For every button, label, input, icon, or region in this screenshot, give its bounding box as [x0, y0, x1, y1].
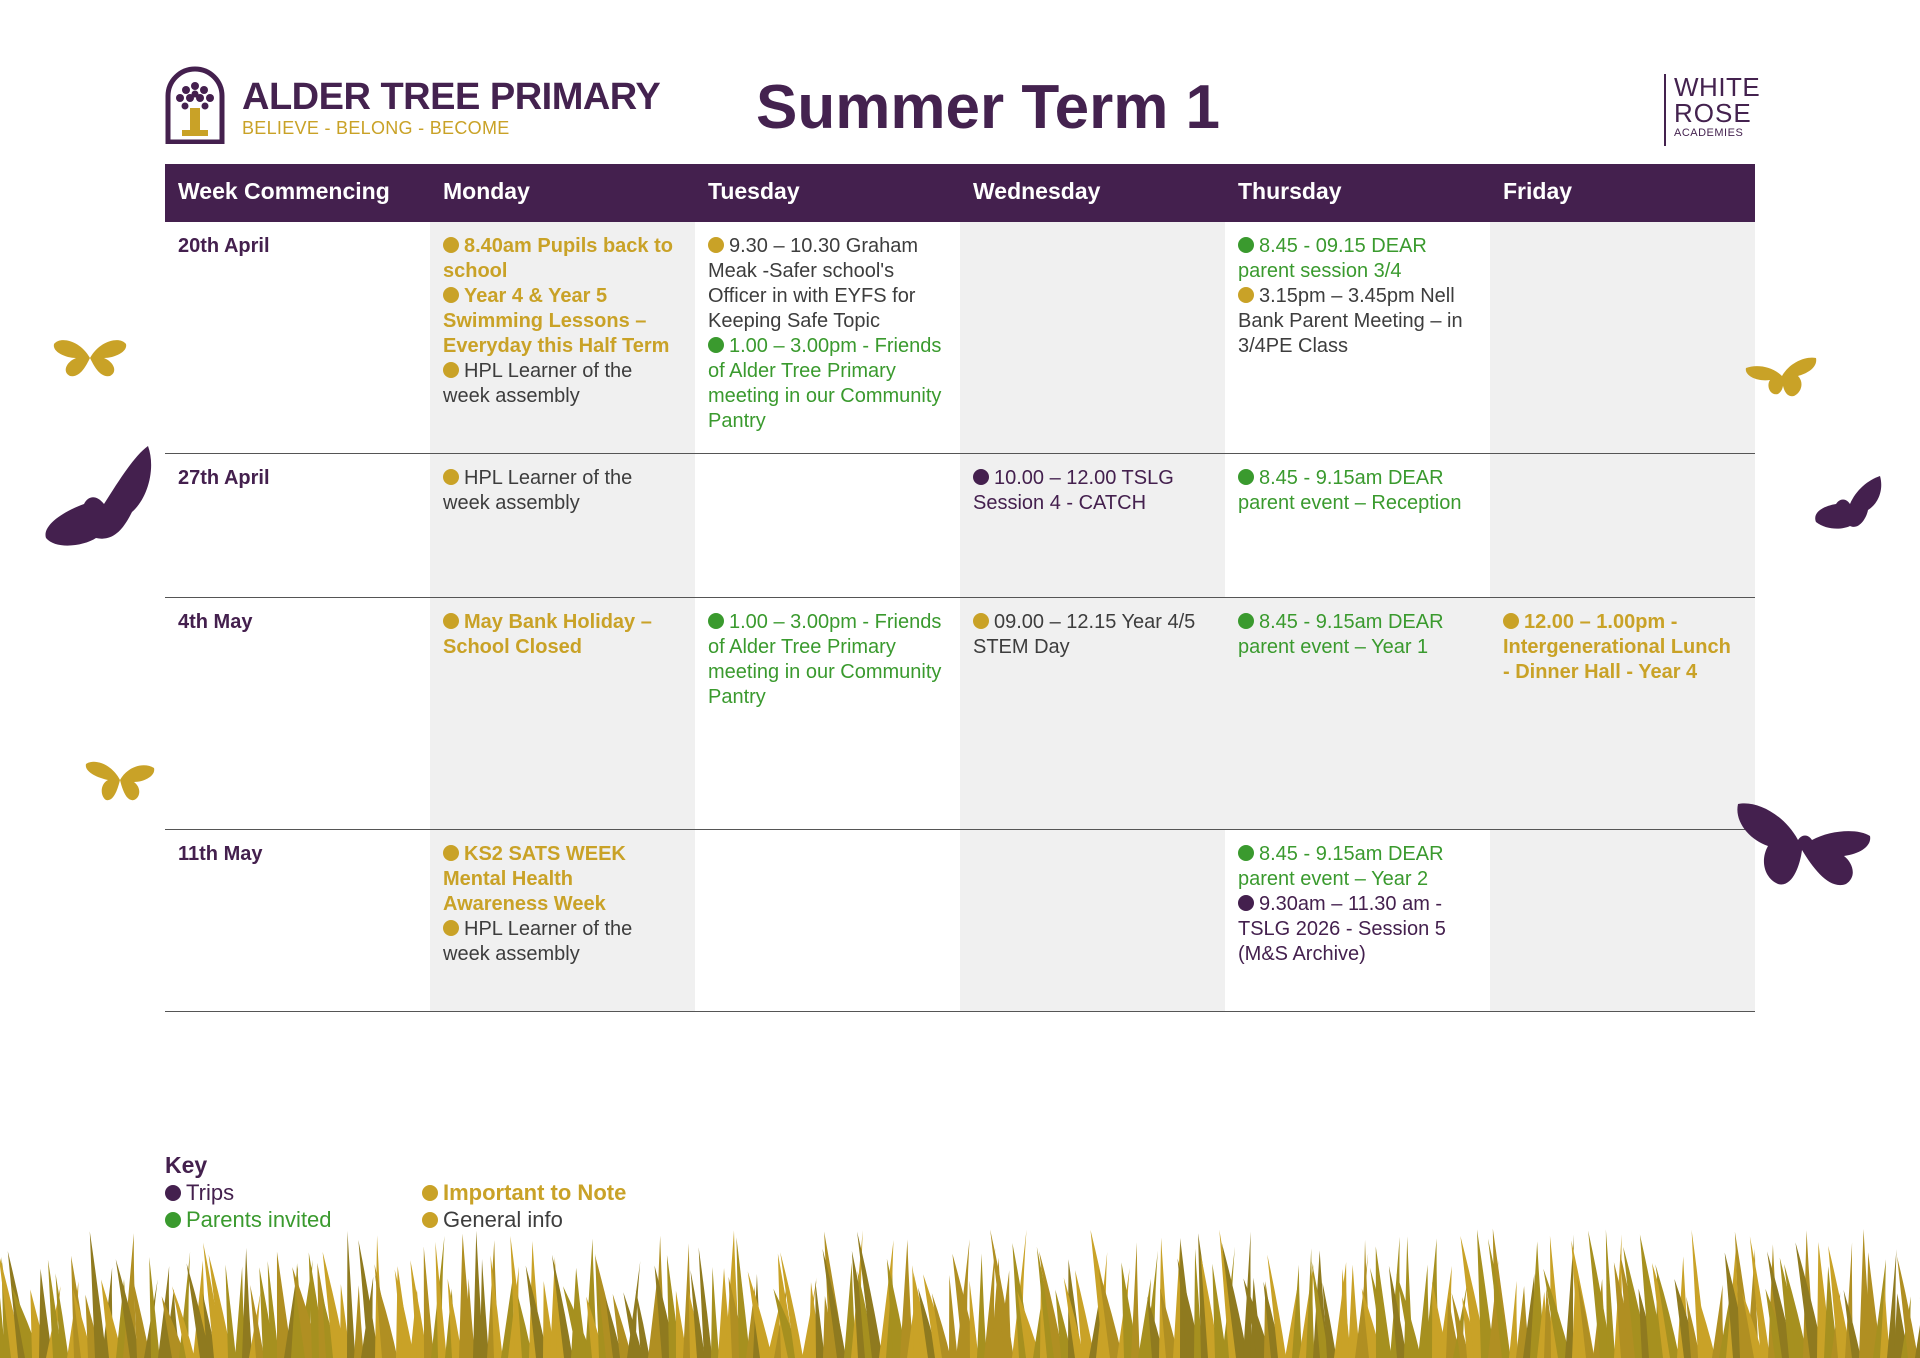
trust-logo: [1664, 72, 1761, 146]
event-text: 8.40am Pupils back to school: [443, 235, 673, 282]
school-motto: BELIEVE - BELONG - BECOME: [242, 118, 510, 138]
event-text: 9.30 – 10.30 Graham Meak -Safer school's Officer in with EYFS for Keeping Safe Topic: [708, 235, 919, 332]
gold-dot-icon: [708, 237, 724, 253]
event-item: [1238, 466, 1478, 516]
day-cell-thursday: [1225, 222, 1490, 453]
gold-dot-icon: [443, 469, 459, 485]
day-cell-tuesday: [695, 454, 960, 597]
event-item: [708, 234, 948, 334]
header-tuesday: Tuesday: [708, 178, 800, 204]
key-item-label: Trips: [186, 1180, 235, 1205]
event-text: 1.00 – 3.00pm - Friends of Alder Tree Primary meeting in our Community Pantry: [708, 335, 942, 432]
event-item: [1238, 284, 1478, 359]
gold-dot-icon: [1503, 613, 1519, 629]
event-item: [443, 917, 683, 967]
event-text: 8.45 - 9.15am DEAR parent event – Year 2: [1238, 843, 1444, 890]
day-cell-wednesday: [960, 222, 1225, 453]
gold-dot-icon: [443, 845, 459, 861]
week-commencing-cell: 20th April: [178, 235, 270, 257]
day-cell-wednesday: [960, 830, 1225, 1011]
day-cell-wednesday: [960, 454, 1225, 597]
event-item: [708, 610, 948, 710]
event-item: [1238, 234, 1478, 284]
day-cell-friday: [1490, 454, 1755, 597]
event-item: [443, 610, 683, 660]
purple-dot-icon: [973, 469, 989, 485]
event-text: 09.00 – 12.15 Year 4/5 STEM Day: [973, 611, 1196, 658]
event-item: [1238, 610, 1478, 660]
trust-logo-line3: ACADEMIES: [1674, 127, 1744, 139]
green-dot-icon: [708, 337, 724, 353]
purple-dot-icon: [1238, 895, 1254, 911]
page-title: Summer Term 1: [756, 73, 1221, 142]
event-text: 8.45 - 9.15am DEAR parent event – Year 1: [1238, 611, 1444, 658]
calendar-row: [165, 598, 1755, 830]
green-dot-icon: [1238, 237, 1254, 253]
header-wednesday: Wednesday: [973, 178, 1101, 204]
green-dot-icon: [708, 613, 724, 629]
day-cell-monday: [430, 222, 695, 453]
header-thursday: Thursday: [1238, 178, 1342, 204]
term-calendar: [165, 164, 1755, 1012]
butterfly-icon: [1744, 356, 1818, 398]
gold-dot-icon: [422, 1185, 438, 1201]
day-cell-tuesday: [695, 830, 960, 1011]
green-dot-icon: [1238, 469, 1254, 485]
school-name: ALDER TREE PRIMARY: [242, 76, 661, 118]
key-item-important: [422, 1180, 626, 1206]
day-cell-thursday: [1225, 598, 1490, 829]
day-cell-wednesday: [960, 598, 1225, 829]
day-cell-monday: [430, 830, 695, 1011]
event-item: [1238, 892, 1478, 967]
key-title: Key: [165, 1152, 208, 1178]
trust-logo-line2: ROSE: [1674, 98, 1752, 128]
header-friday: Friday: [1503, 178, 1573, 204]
header-monday: Monday: [443, 178, 530, 204]
butterfly-icon: [1812, 476, 1884, 532]
butterfly-icon: [84, 758, 156, 804]
event-text: 3.15pm – 3.45pm Nell Bank Parent Meeting – in 3/4PE Class: [1238, 285, 1463, 357]
gold-dot-icon: [443, 613, 459, 629]
event-text: HPL Learner of the week assembly: [443, 918, 633, 965]
gold-dot-icon: [443, 920, 459, 936]
event-item: [443, 284, 683, 359]
day-cell-thursday: [1225, 454, 1490, 597]
day-cell-tuesday: [695, 222, 960, 453]
key-item-label: Important to Note: [443, 1180, 627, 1205]
event-text: Year 4 & Year 5 Swimming Lessons – Everyday this Half Term: [443, 285, 670, 357]
event-text: HPL Learner of the week assembly: [443, 360, 633, 407]
calendar-body: [165, 222, 1755, 1012]
event-item: [1503, 610, 1743, 685]
event-item: [973, 610, 1213, 660]
day-cell-friday: [1490, 598, 1755, 829]
key-item-label: Parents invited: [186, 1207, 332, 1232]
gold-dot-icon: [443, 362, 459, 378]
calendar-row: [165, 222, 1755, 454]
event-text: 8.45 - 9.15am DEAR parent event – Reception: [1238, 467, 1462, 514]
event-text: 12.00 – 1.00pm - Intergenerational Lunch - Dinner Hall - Year 4: [1503, 611, 1731, 683]
day-cell-monday: [430, 598, 695, 829]
green-dot-icon: [1238, 613, 1254, 629]
event-text: HPL Learner of the week assembly: [443, 467, 633, 514]
green-dot-icon: [1238, 845, 1254, 861]
key-item-trips: [165, 1180, 234, 1206]
week-commencing-cell: 11th May: [178, 843, 263, 865]
event-item: [443, 234, 683, 284]
day-cell-friday: [1490, 830, 1755, 1011]
calendar-row: [165, 454, 1755, 598]
event-item: [443, 359, 683, 409]
gold-dot-icon: [1238, 287, 1254, 303]
day-cell-monday: [430, 454, 695, 597]
event-item: [1238, 842, 1478, 892]
gold-dot-icon: [973, 613, 989, 629]
butterfly-icon: [44, 442, 156, 552]
week-commencing-cell: 27th April: [178, 467, 270, 489]
event-item: [443, 842, 683, 917]
school-logo: [164, 62, 661, 146]
day-cell-tuesday: [695, 598, 960, 829]
event-text: 8.45 - 09.15 DEAR parent session 3/4: [1238, 235, 1427, 282]
event-text: 10.00 – 12.00 TSLG Session 4 - CATCH: [973, 467, 1174, 514]
event-text: 1.00 – 3.00pm - Friends of Alder Tree Primary meeting in our Community Pantry: [708, 611, 942, 708]
grass-border-icon: [0, 1222, 1920, 1358]
header-week-commencing: Week Commencing: [178, 178, 390, 204]
event-item: [443, 466, 683, 516]
event-text: May Bank Holiday – School Closed: [443, 611, 652, 658]
week-commencing-cell: 4th May: [178, 611, 253, 633]
calendar-header-row: [165, 164, 1755, 222]
tree-crest-icon: [164, 64, 226, 144]
event-text: 9.30am – 11.30 am - TSLG 2026 - Session 5 (M&S Archive): [1238, 893, 1446, 965]
event-text: KS2 SATS WEEK Mental Health Awareness Week: [443, 843, 626, 915]
gold-dot-icon: [443, 287, 459, 303]
event-item: [708, 334, 948, 434]
key-item-label: General info: [443, 1207, 563, 1232]
trust-logo-line1: WHITE: [1674, 72, 1761, 102]
calendar-row: [165, 830, 1755, 1012]
butterfly-icon: [52, 336, 128, 380]
day-cell-thursday: [1225, 830, 1490, 1011]
purple-dot-icon: [165, 1185, 181, 1201]
event-item: [973, 466, 1213, 516]
day-cell-friday: [1490, 222, 1755, 453]
gold-dot-icon: [443, 237, 459, 253]
butterfly-icon: [1734, 800, 1872, 890]
